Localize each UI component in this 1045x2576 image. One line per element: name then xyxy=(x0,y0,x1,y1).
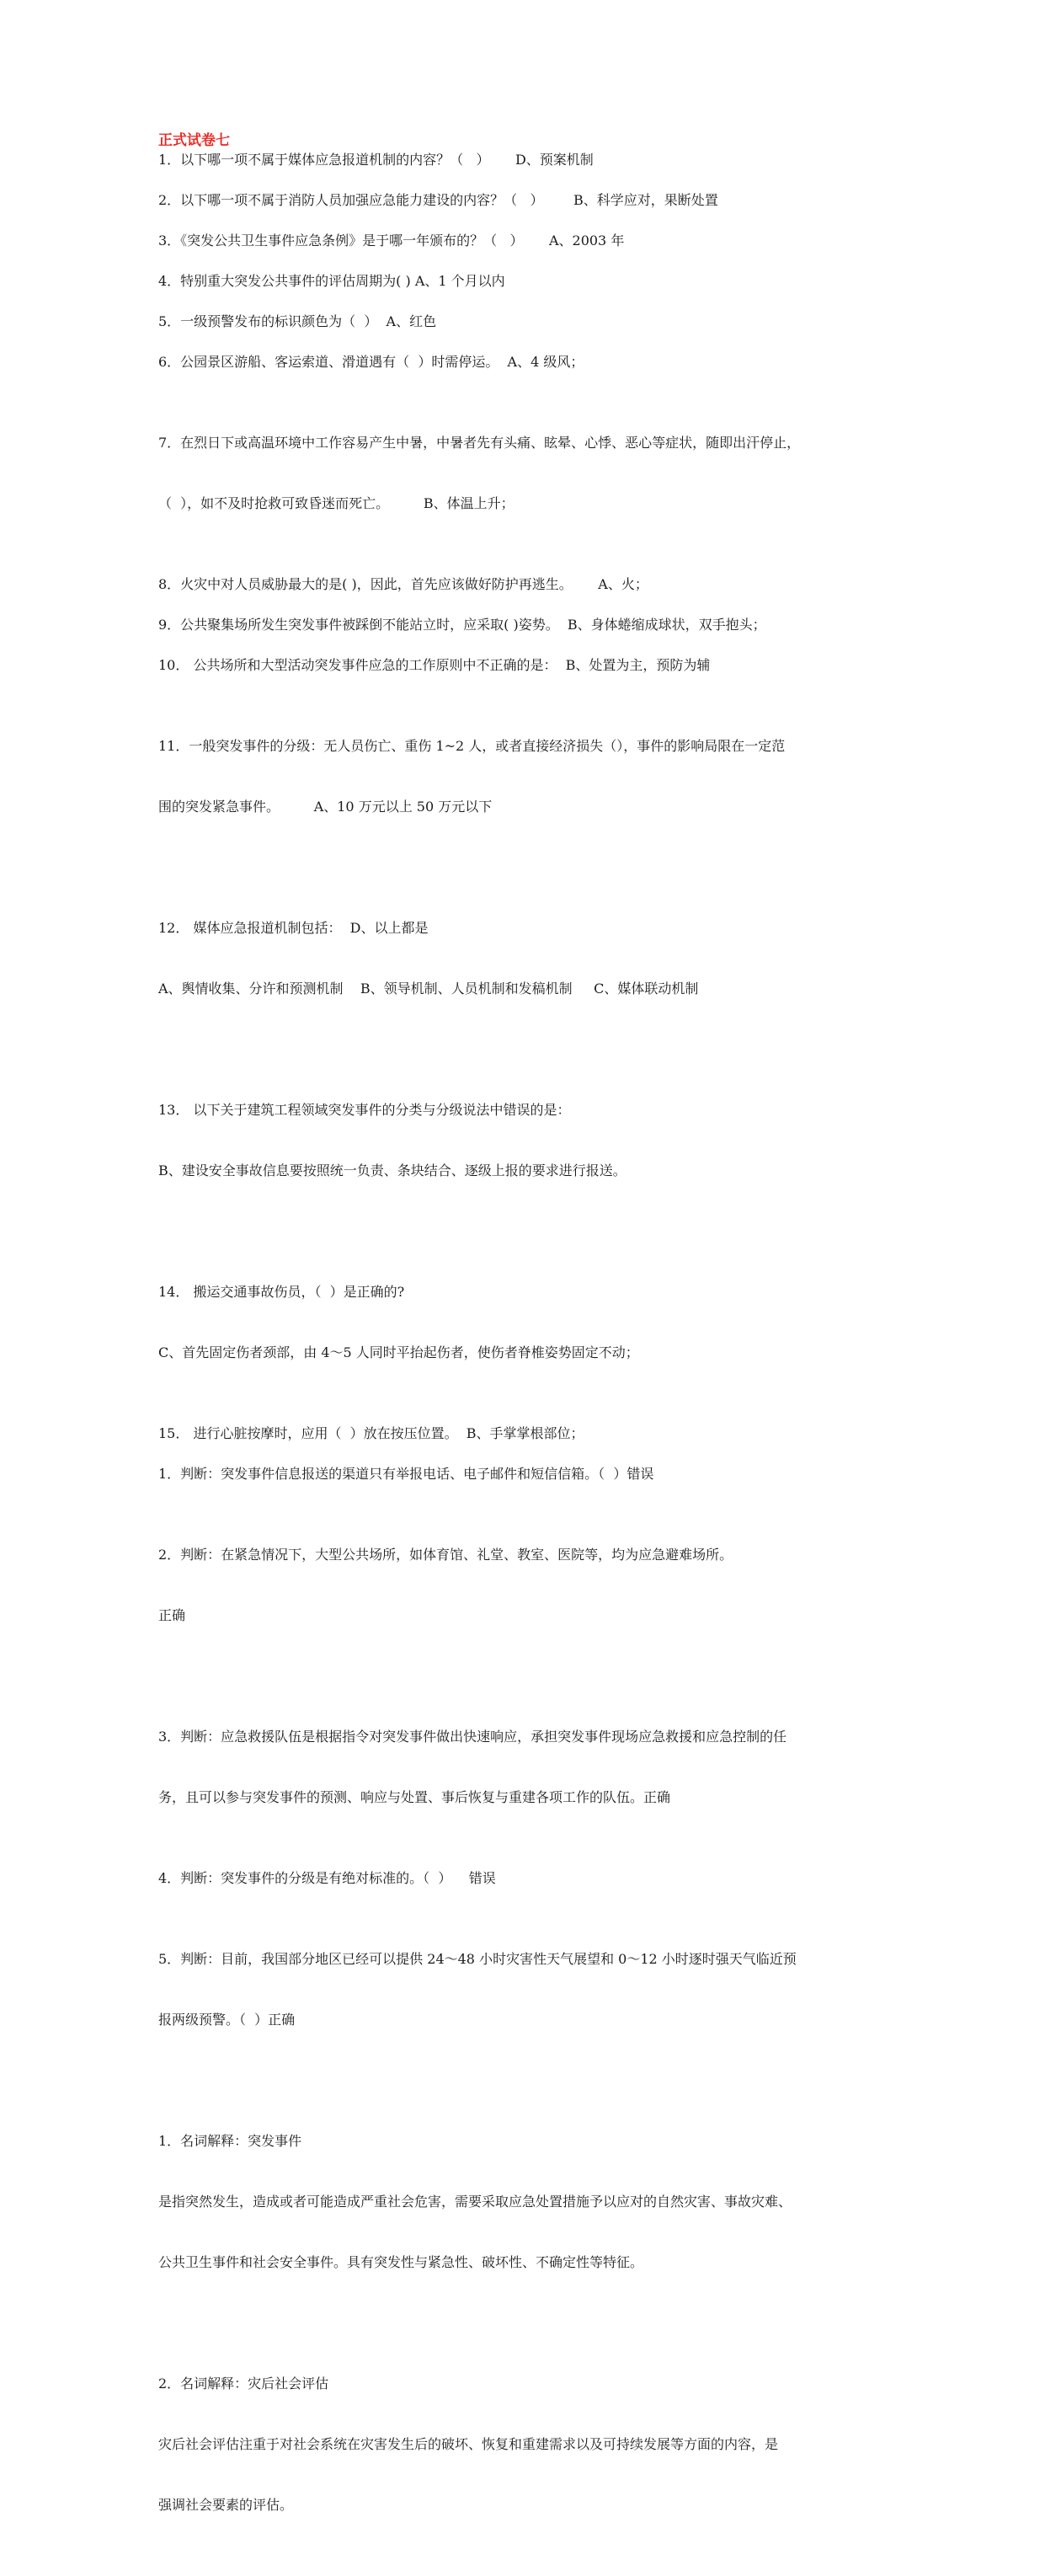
question-9 xyxy=(158,615,899,635)
judgment-5 xyxy=(158,1909,899,2071)
judgment-2 xyxy=(158,1504,899,1666)
text-line: 14． 搬运交通事故伤员，（ ）是正确的? xyxy=(158,1284,405,1300)
judgment-4 xyxy=(158,1868,899,1889)
text-line: 务，且可以参与突发事件的预测、响应与处置、事后恢复与重建各项工作的队伍。正确 xyxy=(158,1789,671,1805)
text-line: 2．以下哪一项不属于消防人员加强应急能力建设的内容？（ ） B、科学应对，果断处置 xyxy=(158,192,718,208)
question-1 xyxy=(158,150,899,170)
text-line: 4．特别重大突发公共事件的评估周期为( ) A、1 个月以内 xyxy=(158,273,505,289)
text-line: 12． 媒体应急报道机制包括： D、以上都是 xyxy=(158,920,429,936)
judgment-3 xyxy=(158,1686,899,1848)
text-line: 公共卫生事件和社会安全事件。具有突发性与紧急性、破坏性、不确定性等特征。 xyxy=(158,2254,644,2270)
text-line: 灾后社会评估注重于对社会系统在灾害发生后的破坏、恢复和重建需求以及可持续发展等方面的内容，是 xyxy=(158,2436,779,2452)
text-line: 9．公共聚集场所发生突发事件被踩倒不能站立时，应采取( )姿势。 B、身体蜷缩成球状，双手抱头； xyxy=(158,617,766,633)
text-line: 5．一级预警发布的标识颜色为（ ） A、红色 xyxy=(158,313,437,329)
text-line: （ ），如不及时抢救可致昏迷而死亡。 B、体温上升； xyxy=(158,495,515,511)
question-list xyxy=(158,150,899,2556)
question-13 xyxy=(158,1060,899,1221)
question-6 xyxy=(158,352,899,372)
text-line: 是指突然发生，造成或者可能造成严重社会危害，需要采取应急处置措施予以应对的自然灾害、事故灾难、 xyxy=(158,2194,792,2210)
text-line: B、建设安全事故信息要按照统一负责、条块结合、逐级上报的要求进行报送。 xyxy=(158,1162,626,1178)
text-line: A、舆情收集、分许和预测机制 B、领导机制、人员机制和发稿机制 C、媒体联动机制 xyxy=(158,981,699,997)
question-5 xyxy=(158,312,899,332)
document-page xyxy=(158,131,899,2576)
text-line: 1．判断：突发事件信息报送的渠道只有举报电话、电子邮件和短信信箱。（ ）错误 xyxy=(158,1466,654,1482)
text-line: 2．判断：在紧急情况下，大型公共场所，如体育馆、礼堂、教室、医院等，均为应急避难场所。 xyxy=(158,1547,733,1563)
question-12 xyxy=(158,878,899,1039)
text-line: C、首先固定伤者颈部，由 4～5 人同时平抬起伤者，使伤者脊椎姿势固定不动； xyxy=(158,1344,639,1360)
document-title: 正式试卷七 xyxy=(158,132,230,149)
text-line: 13． 以下关于建筑工程领域突发事件的分类与分级说法中错误的是： xyxy=(158,1102,571,1118)
question-8 xyxy=(158,575,899,595)
question-7 xyxy=(158,393,899,554)
text-line: 3．《突发公共卫生事件应急条例》是于哪一年颁布的？（ ） A、2003 年 xyxy=(158,232,625,249)
question-4 xyxy=(158,271,899,291)
text-line: 正确 xyxy=(158,1607,186,1623)
question-11 xyxy=(158,696,899,858)
text-line: 报两级预警。（ ）正确 xyxy=(158,2012,296,2028)
question-14 xyxy=(158,1242,899,1403)
text-line: 4．判断：突发事件的分级是有绝对标准的。（ ） 错误 xyxy=(158,1870,496,1886)
text-line: 10． 公共场所和大型活动突发事件应急的工作原则中不正确的是： B、处置为主，预防为辅 xyxy=(158,657,711,673)
text-line: 围的突发紧急事件。 A、10 万元以上 50 万元以下 xyxy=(158,799,493,815)
term-definition-1 xyxy=(158,2091,899,2313)
text-line: 11．一般突发事件的分级：无人员伤亡、重伤 1~2 人，或者直接经济损失（），事件的影响局限在一定范 xyxy=(158,738,786,754)
question-2 xyxy=(158,190,899,211)
text-line: 7．在烈日下或高温环境中工作容易产生中暑，中暑者先有头痛、眩晕、心悸、恶心等症状，随即出汗停止， xyxy=(158,435,801,451)
text-line: 6．公园景区游船、客运索道、滑道遇有（ ）时需停运。 A、4 级风； xyxy=(158,354,584,370)
term-definition-2 xyxy=(158,2333,899,2556)
text-line: 3．判断：应急救援队伍是根据指令对突发事件做出快速响应，承担突发事件现场应急救援和应急控制的任 xyxy=(158,1729,787,1745)
question-3 xyxy=(158,231,899,251)
text-line: 强调社会要素的评估。 xyxy=(158,2497,294,2513)
text-line: 1．名词解释：突发事件 xyxy=(158,2133,302,2149)
text-line: 15． 进行心脏按摩时，应用（ ）放在按压位置。 B、手掌掌根部位； xyxy=(158,1425,584,1441)
question-10 xyxy=(158,655,899,676)
text-line: 8．火灾中对人员威胁最大的是( )，因此，首先应该做好防护再逃生。 A、火； xyxy=(158,576,648,592)
question-15 xyxy=(158,1424,899,1444)
text-line: 2．名词解释：灾后社会评估 xyxy=(158,2376,329,2392)
judgment-1 xyxy=(158,1464,899,1484)
text-line: 1．以下哪一项不属于媒体应急报道机制的内容？（ ） D、预案机制 xyxy=(158,152,594,168)
text-line: 5．判断：目前，我国部分地区已经可以提供 24～48 小时灾害性天气展望和 0～12 小时逐时强天气临近预 xyxy=(158,1951,797,1967)
